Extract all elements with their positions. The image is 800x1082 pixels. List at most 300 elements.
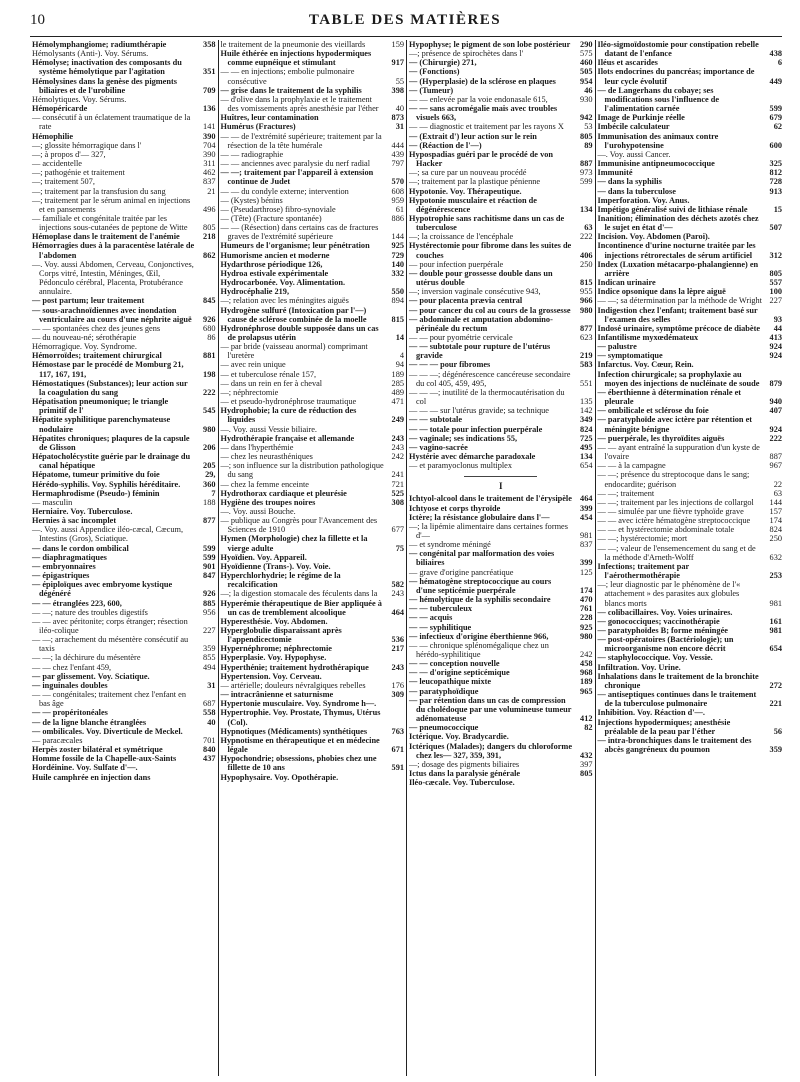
index-entry-text: — hématogène streptococcique au cours d'une septicémie puerpérale	[409, 576, 552, 595]
index-entry-text: — chez la femme enceinte	[220, 479, 309, 489]
index-entry-text: Hépatocholécystite guérie par le drainage du canal hépatique	[32, 452, 191, 471]
index-entry-page: 290	[580, 40, 593, 49]
index-entry-page: 161	[769, 616, 782, 626]
index-entry-page: 40	[207, 717, 216, 727]
index-entry-page: 432	[580, 750, 593, 760]
index-entry-page: 144	[769, 497, 782, 507]
index-entry-text: — et syndrome méningé	[409, 540, 491, 550]
index-entry	[221, 589, 405, 598]
index-entry-page: 925	[580, 622, 593, 632]
index-entry-page: 55	[395, 76, 404, 86]
index-entry-text: Infarctus. Voy. Cœur, Rein.	[597, 360, 694, 370]
index-entry	[598, 214, 783, 232]
index-entry-page: 250	[769, 534, 782, 544]
index-entry	[409, 513, 593, 522]
index-entry	[32, 507, 216, 516]
index-entry-text: —; son influence sur la distribution pathologique du sang	[220, 461, 384, 480]
index-entry	[32, 351, 216, 360]
index-entry	[409, 241, 593, 259]
index-entry	[598, 708, 783, 717]
index-entry	[409, 522, 593, 540]
index-entry-text: Hémostase par le procédé de Momburg 21, 117, 167, 191,	[32, 360, 184, 379]
index-entry	[221, 727, 405, 736]
index-entry-text: — double pour grossesse double dans un utérus double	[409, 268, 553, 288]
index-entry	[409, 370, 593, 388]
index-entry-text: — artérielle; douleurs névralgiques rebelles	[220, 680, 366, 690]
index-column-3	[407, 40, 596, 1076]
index-entry-page: 824	[769, 525, 782, 535]
index-entry-text: — symptomatique	[597, 351, 663, 361]
index-entry-text: — dans un rein en fer à cheval	[220, 378, 323, 388]
index-entry-text: Hydroa estivale expérimentale	[220, 268, 329, 278]
index-entry	[409, 132, 593, 141]
index-entry	[221, 754, 405, 772]
index-entry-page: 873	[391, 113, 404, 123]
index-entry-page: 967	[769, 461, 782, 471]
index-entry-page: 311	[203, 159, 216, 169]
index-entry-page: 439	[391, 149, 404, 159]
index-entry-text: Hyoïdien. Voy. Appareil.	[220, 552, 307, 562]
index-entry-text: — — simulée par une fièvre typhoïde grave	[597, 506, 744, 516]
index-entry-text: Ictus dans la paralysie générale	[409, 769, 521, 779]
index-entry-text: — — diagnostic et traitement par les rayons X	[409, 122, 564, 132]
index-entry-text: Iléo-sigmoïdostomie pour constipation rebelle datant de l'enfance	[597, 40, 759, 59]
index-entry-page: 437	[203, 754, 216, 764]
index-entry-page: 14	[395, 333, 404, 342]
index-entry	[409, 287, 593, 296]
index-entry-page: 449	[769, 76, 782, 86]
index-entry-page: 221	[769, 699, 782, 709]
index-entry-page: 242	[391, 452, 404, 462]
index-entry	[221, 113, 405, 122]
index-entry	[32, 635, 216, 653]
index-entry-text: —. Voy. aussi Cancer.	[597, 149, 671, 159]
header-rule	[30, 36, 782, 37]
index-entry-text: Iléus et ascarides	[597, 58, 658, 68]
index-entry	[221, 196, 405, 205]
index-entry	[32, 653, 216, 662]
index-entry-page: 886	[391, 213, 404, 223]
index-entry-text: — — subtotale	[409, 415, 463, 425]
index-entry-page: 968	[580, 668, 593, 678]
index-entry-page: 217	[391, 644, 404, 654]
index-entry	[409, 723, 593, 732]
index-entry	[598, 672, 783, 690]
index-entry-text: Hydrocéphalie 219,	[220, 287, 290, 297]
index-entry-text: — paratyphoïdes B; forme méningée	[597, 626, 728, 635]
index-entry-text: Hémorroïdes; traitement chirurgical	[32, 351, 162, 361]
index-entry-page: 599	[580, 177, 593, 187]
index-entry-page: 837	[580, 540, 593, 550]
index-entry	[32, 553, 216, 562]
index-entry-text: — —; nature des troubles digestifs	[32, 607, 148, 617]
index-entry-text: — — — pour fibromes	[409, 360, 491, 370]
index-entry-page: 608	[391, 186, 404, 196]
index-entry-text: — — avec ictère hématogène streptococcique	[597, 516, 751, 526]
index-entry-text: — post partum; leur traitement	[32, 296, 145, 306]
index-entry-text: Imperforation. Voy. Anus.	[597, 195, 690, 205]
index-entry-page: 462	[203, 168, 216, 178]
index-entry	[598, 159, 783, 168]
index-entry	[221, 653, 405, 662]
index-entry	[221, 644, 405, 653]
index-entry-text: — intracrânienne et saturnisme	[220, 690, 334, 700]
index-entry	[598, 177, 783, 186]
index-entry-page: 845	[203, 296, 216, 306]
index-entry	[409, 696, 593, 723]
index-entry-text: — ombilicale et sclérose du foie	[597, 406, 709, 416]
index-entry-text: Hémorragies dues à la paracentèse latérale de l'abdomen	[32, 241, 195, 260]
index-entry	[598, 132, 783, 150]
index-entry	[409, 95, 593, 104]
index-entry-page: 930	[580, 94, 593, 104]
index-entry	[598, 67, 783, 85]
index-entry	[221, 708, 405, 726]
index-entry	[409, 360, 593, 369]
index-entry-page: 359	[203, 644, 216, 654]
index-entry-page: 855	[203, 653, 216, 663]
index-entry	[598, 516, 783, 525]
index-entry	[221, 251, 405, 260]
index-entry-page: 805	[580, 131, 593, 141]
index-entry	[409, 306, 593, 315]
index-entry	[409, 769, 593, 778]
index-entry-page: 61	[395, 204, 404, 214]
index-entry	[598, 653, 783, 662]
index-entry	[32, 241, 216, 259]
index-entry	[32, 342, 216, 351]
index-entry-text: — — à la campagne	[597, 461, 666, 471]
index-entry	[598, 333, 783, 342]
index-entry-text: — — de l'extrémité supérieure; traitement par la résection de la tête humérale	[220, 131, 382, 150]
index-entry	[409, 641, 593, 659]
index-entry-text: — de Langerhans du cobaye; ses modifications sous l'influence de l'alimentation carnée	[597, 85, 720, 114]
index-entry	[598, 360, 783, 369]
index-entry	[221, 406, 405, 424]
index-entry-page: 954	[580, 76, 593, 86]
index-entry	[409, 388, 593, 406]
index-entry	[409, 260, 593, 269]
index-entry-text: Hérédo-syphilis. Voy. Syphilis héréditaire.	[32, 479, 181, 489]
index-entry-text: Incision. Voy. Abdomen (Paroi).	[597, 232, 710, 242]
index-entry	[32, 333, 216, 342]
index-entry-page: 583	[580, 360, 593, 370]
index-entry	[221, 388, 405, 397]
index-entry-text: Ictère; la résistance globulaire dans l'—	[409, 512, 550, 522]
index-entry-page: 464	[580, 494, 593, 504]
index-entry-text: — intra-bronchiques dans le traitement des abcès gangréneux du poumon	[597, 735, 752, 755]
index-entry-text: —; présence de spirochètes dans l'	[409, 49, 524, 59]
index-entry	[221, 672, 405, 681]
index-entry	[409, 40, 593, 49]
index-entry-page: 399	[580, 503, 593, 513]
index-entry-page: 494	[203, 662, 216, 672]
index-entry-page: 973	[580, 168, 593, 178]
index-entry-page: 63	[773, 488, 782, 498]
index-entry-text: Ilots endocrines du pancréas; importance de leur cycle évolutif	[597, 67, 755, 86]
index-entry	[32, 187, 216, 196]
index-entry	[32, 562, 216, 571]
index-entry-page: 980	[580, 631, 593, 641]
index-entry	[409, 760, 593, 769]
index-entry-text: Ichtyose et corps thyroïde	[409, 503, 501, 513]
index-entry	[598, 306, 783, 324]
index-entry-text: Homme fossile de la Chapelle-aux-Saints	[32, 754, 177, 764]
index-entry-text: — (Fonctions)	[409, 67, 460, 77]
index-entry	[32, 452, 216, 470]
index-entry	[221, 278, 405, 287]
index-entry-page: 458	[580, 659, 593, 669]
index-entry-text: Hyperglobulie disparaissant après l'appendicectomie	[220, 626, 342, 645]
index-entry-text: Huîtres, leur contamination	[220, 113, 319, 123]
index-entry-text: —; traitement par la plastique pénienne	[409, 177, 541, 187]
index-entry-text: — (Tumeur)	[409, 85, 454, 95]
index-entry-text: — ombilicales. Voy. Diverticule de Meckel.	[32, 726, 183, 736]
index-entry-page: 940	[769, 397, 782, 407]
index-entry-page: 599	[203, 552, 216, 562]
index-entry-text: Hémostatiques (Substances); leur action sur la coagulation du sang	[32, 378, 188, 397]
index-entry	[409, 333, 593, 342]
index-entry	[32, 260, 216, 297]
index-entry-page: 887	[769, 452, 782, 462]
index-entry-page: 955	[580, 287, 593, 297]
index-entry-text: —. Voy. aussi Abdomen, Cerveau, Conjonctives, Corps vitré, Intestin, Méninges, Œil, Pédonculo cérébral, Placenta, Protubérance annulaire.	[32, 259, 194, 297]
index-entry-text: — avec rein unique	[220, 360, 286, 370]
index-entry-text: Hydrophobie; la cure de réduction des liquides	[220, 406, 357, 425]
index-entry-page: 980	[580, 305, 593, 315]
index-entry-page: 913	[769, 186, 782, 196]
index-entry-page: 924	[769, 351, 782, 361]
index-entry-text: Hémolyse; inactivation des composants du système hémolytique par l'agitation	[32, 58, 182, 77]
index-entry-text: — embryonnaires	[32, 561, 96, 571]
index-entry-text: Hypnotisme en thérapeutique et en médecine légale	[220, 735, 380, 755]
index-entry	[221, 663, 405, 672]
index-entry-page: 325	[769, 159, 782, 169]
index-entry-page: 349	[580, 415, 593, 425]
index-entry-text: — masculin	[32, 497, 73, 507]
index-columns	[30, 40, 784, 1076]
index-entry-page: 359	[769, 745, 782, 755]
index-entry-page: 815	[391, 314, 404, 324]
index-column-2	[219, 40, 408, 1076]
index-entry	[598, 113, 783, 122]
index-entry	[221, 49, 405, 67]
index-entry	[409, 632, 593, 641]
index-entry-page: 219	[580, 351, 593, 361]
index-entry-page: 82	[584, 723, 593, 733]
index-entry	[221, 480, 405, 489]
index-entry-text: Hyperchlorhydrie; le régime de la recalcification	[220, 571, 341, 590]
index-entry-text: — du nouveau-né; sérothérapie	[32, 333, 137, 342]
index-entry	[32, 150, 216, 159]
index-entry	[221, 306, 405, 324]
index-entry	[221, 67, 405, 85]
index-entry-page: 125	[580, 567, 593, 577]
index-entry-text: — par bride (vaisseau anormal) comprimant l'uretère	[220, 342, 368, 361]
index-entry	[409, 623, 593, 632]
index-entry-page: 654	[580, 461, 593, 471]
index-entry	[598, 278, 783, 287]
index-entry-page: 249	[391, 415, 404, 425]
index-entry	[409, 406, 593, 415]
index-entry-text: Hypertrophie. Voy. Prostate, Thymus, Utérus (Col).	[220, 708, 381, 727]
index-entry-text: Hémopéricarde	[32, 104, 88, 114]
index-entry-page: 62	[773, 122, 782, 132]
index-entry	[221, 443, 405, 452]
index-entry	[221, 122, 405, 131]
index-entry-text: — paratyphoïdique	[409, 686, 479, 696]
index-entry-text: — — tuberculeux	[409, 604, 472, 614]
index-entry-text: — leucopathique mixte	[409, 677, 492, 687]
index-entry	[221, 95, 405, 113]
index-entry-page: 654	[769, 644, 782, 654]
index-entry	[32, 608, 216, 617]
index-entry-page: 398	[391, 85, 404, 95]
index-entry-text: Hépatite syphilitique parenchymateuse nodulaire	[32, 415, 171, 434]
index-entry	[221, 296, 405, 305]
index-entry-page: 728	[769, 177, 782, 187]
index-entry	[409, 778, 593, 787]
index-entry-text: Hydronéphrose double supposée dans un cas de prolapsus utérin	[220, 323, 379, 342]
index-entry-text: — éberthienne à détermination rénale et pleurale	[597, 387, 742, 407]
index-entry-page: 551	[580, 378, 593, 388]
index-entry-page: 15	[773, 204, 782, 214]
index-entry-page: 599	[769, 104, 782, 114]
index-entry-text: — par glissement. Voy. Sciatique.	[32, 671, 150, 681]
index-entry	[409, 668, 593, 677]
index-entry-text: — de la ligne blanche étranglées	[32, 717, 147, 727]
index-entry-page: 228	[580, 613, 593, 623]
index-entry-text: —; relation avec les méningites aiguës	[220, 296, 349, 306]
index-entry-page: 507	[769, 223, 782, 233]
index-entry	[598, 534, 783, 543]
index-entry-page: 862	[203, 250, 216, 260]
index-entry	[598, 608, 783, 617]
index-entry-text: — (Réaction de l'—)	[409, 140, 482, 150]
index-entry-text: — — ayant entraîné la suppuration d'un kyste de l'ovaire	[597, 442, 760, 462]
index-entry	[598, 690, 783, 708]
index-entry-page: 591	[391, 763, 404, 773]
index-entry-text: — —; arrachement du mésentère consécutif au taxis	[32, 635, 189, 654]
index-entry-text: —; la digestion stomacale des féculents dans la	[220, 589, 378, 599]
index-entry-text: Hyperesthésie. Voy. Abdomen.	[220, 616, 328, 626]
index-entry	[32, 681, 216, 690]
index-entry-text: —; pathogénie et traitement	[32, 168, 125, 178]
index-entry-text: Imbécile calculateur	[597, 122, 670, 132]
index-entry	[32, 672, 216, 681]
index-entry	[32, 214, 216, 232]
index-entry-page: 44	[773, 323, 782, 333]
index-entry-page: 63	[584, 223, 593, 233]
index-entry-text: — vagino-sacrée	[409, 442, 468, 452]
index-entry	[221, 498, 405, 507]
index-entry	[32, 58, 216, 76]
index-entry-text: — post-opératoires (Bactériologie); un microorganisme non encore décrit	[597, 635, 734, 654]
index-entry	[221, 571, 405, 589]
index-entry	[32, 415, 216, 433]
index-entry	[32, 745, 216, 754]
index-entry-text: — — acquis	[409, 613, 453, 623]
index-entry-page: 31	[207, 680, 216, 690]
page-title: TABLE DES MATIÈRES	[308, 12, 502, 28]
index-entry-page: 142	[580, 406, 593, 416]
index-entry-text: —; leur diagnostic par le phénomène de l'« attachement » des parasites aux globules blancs morts	[597, 580, 741, 608]
index-entry	[32, 525, 216, 543]
index-entry-text: — —; traitement par les injections de collargol	[597, 497, 754, 507]
index-entry-page: 924	[769, 424, 782, 434]
index-entry-page: 351	[203, 67, 216, 77]
index-entry-page: 965	[580, 686, 593, 696]
index-entry-page: 570	[391, 177, 404, 187]
index-entry-page: 272	[769, 680, 782, 690]
index-entry-page: 687	[203, 699, 216, 709]
index-entry-text: Hypertonie musculaire. Voy. Syndrome h—.	[220, 699, 377, 709]
index-entry-page: 824	[580, 424, 593, 434]
section-letter: I	[498, 481, 503, 492]
index-entry-text: Hypernéphrome; néphrectomie	[220, 644, 332, 654]
index-entry-page: 94	[395, 360, 404, 370]
index-entry	[32, 196, 216, 214]
index-entry-text: — et tuberculose rénale 157,	[220, 369, 317, 379]
index-entry	[598, 324, 783, 333]
index-entry-page: 308	[391, 497, 404, 507]
index-entry-page: 679	[769, 113, 782, 123]
index-entry	[32, 571, 216, 580]
index-entry-page: 243	[391, 589, 404, 599]
index-entry-page: 309	[391, 690, 404, 700]
index-entry	[598, 461, 783, 470]
index-entry-text: — gonococciques; vaccinothérapie	[597, 616, 720, 626]
index-entry-text: — (Hyperplasie) de la sclérose en plaques	[409, 76, 556, 86]
index-entry	[409, 315, 593, 333]
index-entry-page: 894	[391, 296, 404, 306]
index-entry-text: — paratyphoïde avec ictère par rétention et méningite bénigne	[597, 415, 753, 434]
index-entry	[32, 379, 216, 397]
index-entry	[221, 425, 405, 434]
index-entry-text: — — avec péritonite; corps étranger; résection iléo-colique	[32, 616, 188, 635]
index-entry-text: Hypospadias guéri par le procédé de von Hacker	[409, 149, 553, 169]
section-rule	[464, 476, 537, 477]
index-entry-text: —; la croissance de l'encéphale	[409, 232, 514, 242]
index-entry-page: 837	[203, 177, 216, 187]
index-entry	[32, 296, 216, 305]
index-entry-text: Hypophysaire. Voy. Opothérapie.	[220, 772, 339, 782]
index-entry-page: 632	[769, 552, 782, 562]
index-entry-page: 582	[391, 580, 404, 590]
index-entry-text: Hydrothorax cardiaque et pleurésie	[220, 488, 347, 498]
index-entry-page: 805	[203, 223, 216, 233]
index-entry	[598, 415, 783, 433]
index-entry	[409, 577, 593, 595]
index-entry	[409, 549, 593, 567]
index-entry-page: 623	[580, 333, 593, 342]
index-entry-text: — et pseudo-hydronéphrose traumatique	[220, 397, 357, 407]
index-entry-text: —; traitement 507,	[32, 177, 95, 187]
index-entry	[32, 580, 216, 598]
index-entry-text: Ichtyol-alcool dans le traitement de l'érysipèle	[409, 494, 572, 504]
index-entry-text: — — subtotale pour rupture de l'utérus gravide	[409, 342, 551, 361]
index-entry-text: — pour cancer du col au cours de la grossesse	[409, 305, 571, 315]
index-entry-page: 397	[580, 759, 593, 769]
index-entry-text: — — radiographie	[220, 149, 284, 159]
index-entry-text: —; à propos d'— 327,	[32, 149, 106, 159]
index-entry-page: 159	[391, 40, 404, 49]
index-entry-page: 599	[203, 543, 216, 553]
index-entry	[221, 773, 405, 782]
index-entry-page: 332	[391, 268, 404, 278]
index-entry	[598, 443, 783, 461]
index-entry-text: Humeurs de l'organisme; leur pénétration	[220, 241, 370, 251]
